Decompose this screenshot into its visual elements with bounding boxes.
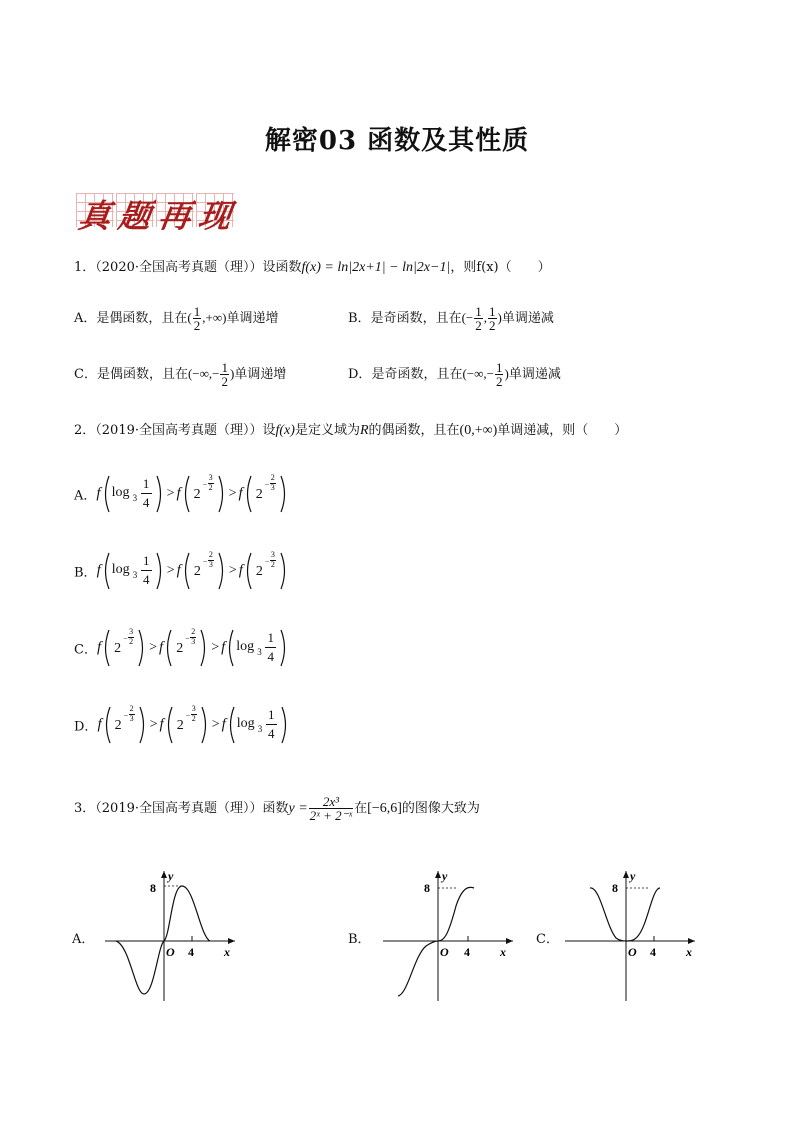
graph-c[interactable] [560, 866, 700, 1006]
q1-option-c[interactable]: C．是偶函数，且在(−∞,− $\frac{1}{2}$ )单调递增 [74, 360, 287, 389]
question-3-stem: 3．（2019·全国高考真题（理））函数y = $\frac{\text{2x³}}{\text{2ˣ + 2⁻ˣ}}$ 在[−6,6]的图像大致为 [74, 794, 480, 823]
q3-func-denominator: 2ˣ + 2⁻ˣ [309, 808, 353, 823]
q1-option-b[interactable]: B．是奇函数，且在(− $\frac{1}{2}$ , $\frac{1}{2}$ )单调递减 [348, 304, 554, 333]
origin-label: O [166, 945, 175, 959]
q2-domain: R [359, 423, 369, 438]
q2-option-d[interactable]: D．f 2 − 2 3 > f 2 − 3 2 > f log 3 1 4 [74, 705, 290, 745]
page-title: 解密03 函数及其性质 [264, 126, 530, 156]
x-axis-label: x [500, 945, 506, 959]
x-tick-label: 4 [650, 945, 656, 959]
q1-option-d[interactable]: D．是奇函数，且在(−∞,− $\frac{1}{2}$ )单调递减 [348, 360, 561, 389]
y-tick-label: 8 [612, 881, 618, 895]
y-tick-label: 8 [150, 881, 156, 895]
origin-label: O [628, 945, 637, 959]
origin-label: O [440, 945, 449, 959]
banner-char: 真 [76, 193, 114, 227]
x-axis-label: x [686, 945, 692, 959]
question-1-stem: 1．（2020·全国高考真题（理））设函数f(x) = ln|2x+1| − ln|2x−1|，则f(x)（ ） [74, 260, 551, 275]
q2-interval: (0,+∞) [459, 423, 498, 438]
banner-char: 再 [156, 193, 194, 227]
x-tick-label: 4 [464, 945, 470, 959]
banner-char: 题 [116, 193, 154, 227]
graph-b[interactable] [378, 866, 518, 1006]
graph-a[interactable] [100, 866, 240, 1006]
y-tick-label: 8 [424, 881, 430, 895]
x-tick-label: 4 [188, 945, 194, 959]
banner-char: 现 [196, 193, 234, 227]
q2-function: f(x) [275, 423, 295, 438]
q3-func-numerator: 2x³ [309, 795, 353, 809]
q2-option-b[interactable]: B．f log 3 1 4 > f 2 − 2 3 > f 2 − 3 2 [74, 551, 289, 591]
q2-option-c[interactable]: C．f 2 − 3 2 > f 2 − 2 3 > f log 3 1 4 [74, 628, 289, 668]
q3-interval: [−6,6] [367, 801, 402, 816]
q1-function: f(x) = ln|2x+1| − ln|2x−1| [301, 260, 451, 275]
graph-c-label[interactable]: C． [536, 932, 559, 947]
x-axis-label: x [224, 945, 230, 959]
question-2-stem: 2．（2019·全国高考真题（理））设f(x)是定义域为R的偶函数，且在(0,+∞)单调递减，则（ ） [74, 423, 628, 438]
y-axis-label: y [630, 869, 636, 883]
graph-a-label[interactable]: A． [72, 932, 95, 947]
q1-option-a[interactable]: A．是偶函数，且在( $\frac{1}{2}$ ,+∞)单调递增 [74, 304, 279, 333]
graph-b-label[interactable]: B． [348, 932, 371, 947]
y-axis-label: y [168, 869, 174, 883]
section-banner [76, 193, 236, 235]
q2-option-a[interactable]: A．f log 3 1 4 > f 2 − 3 2 > f 2 − 2 3 [74, 474, 289, 514]
y-axis-label: y [442, 869, 448, 883]
